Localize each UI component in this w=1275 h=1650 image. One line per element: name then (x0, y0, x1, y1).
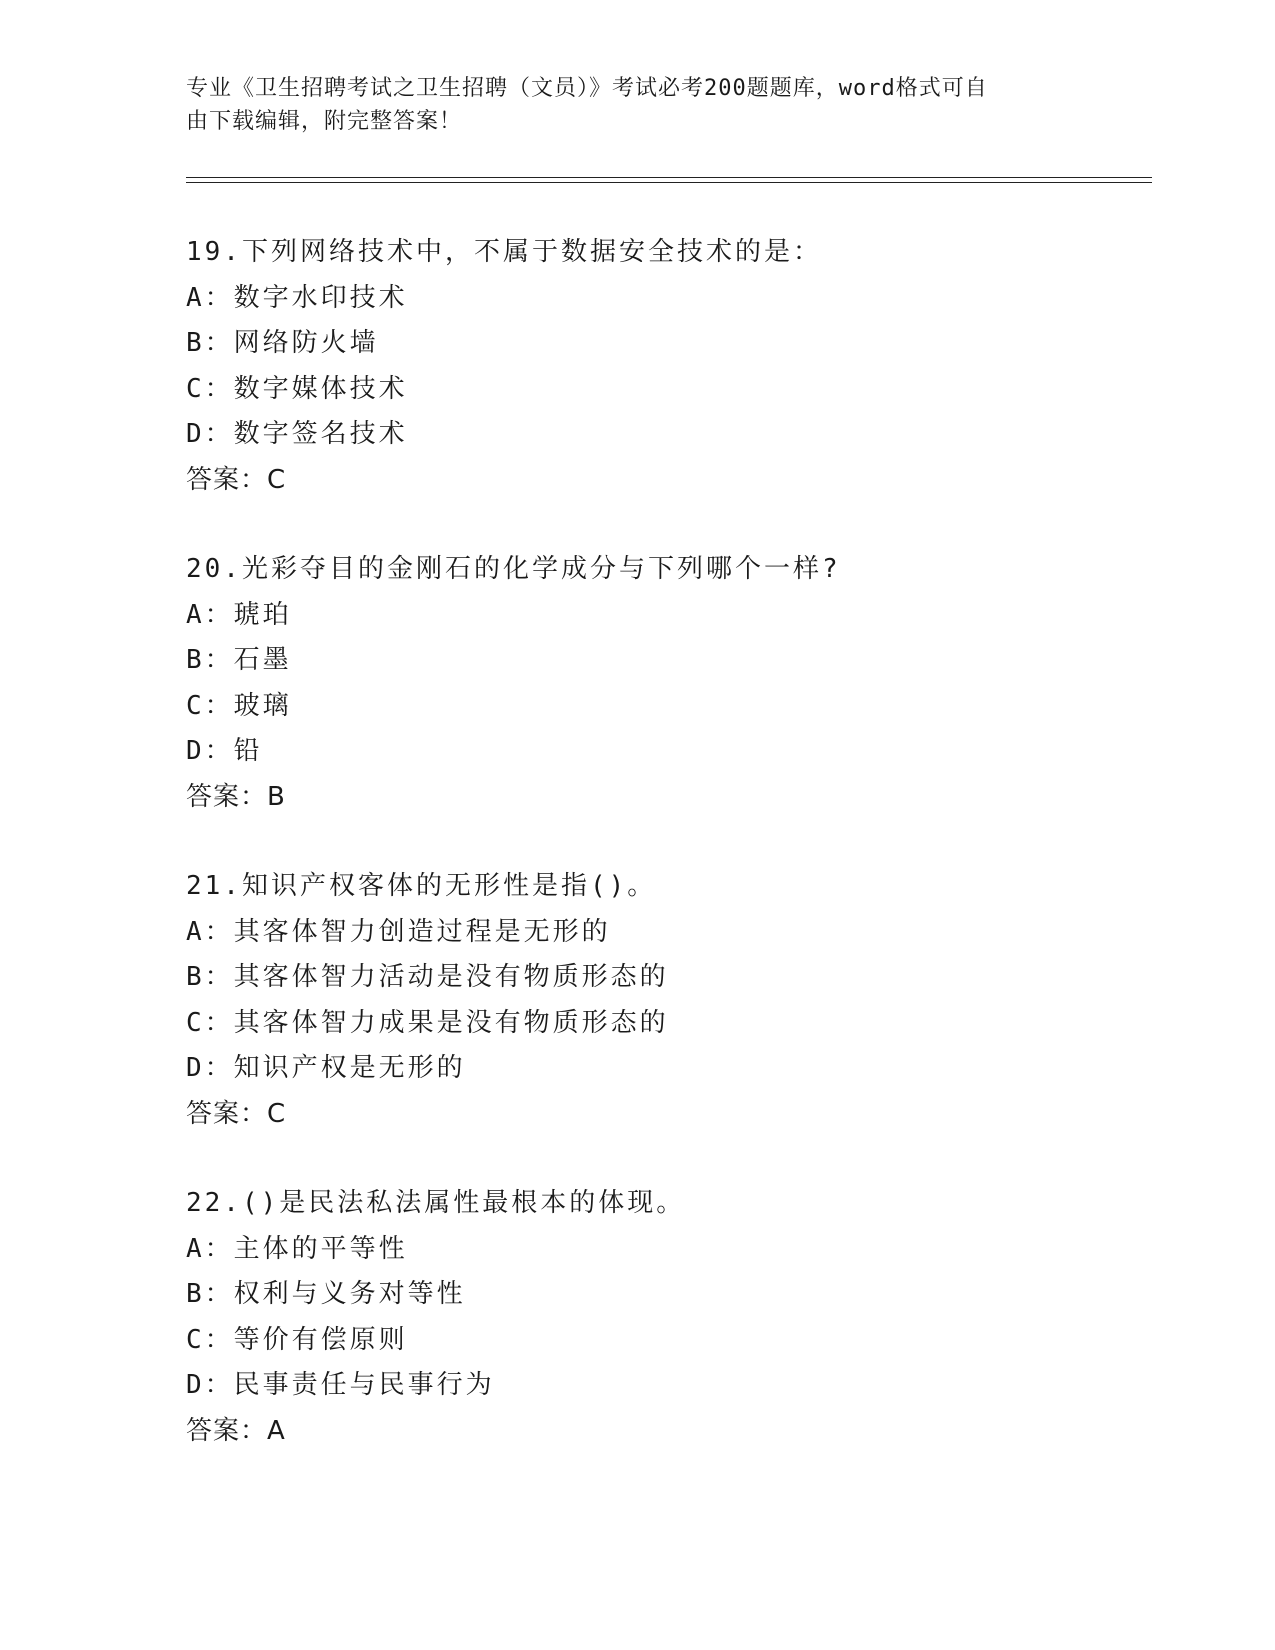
header-divider-bottom (186, 182, 1152, 183)
option-d: D：铅 (186, 736, 263, 766)
option-d: D：知识产权是无形的 (186, 1053, 466, 1083)
question-list (186, 230, 1146, 1498)
option-a: A：其客体智力创造过程是无形的 (186, 916, 611, 947)
option-c: C：其客体智力成果是没有物质形态的 (186, 1007, 669, 1038)
answer: 答案：C (186, 464, 287, 495)
header-line-2: 由下载编辑，附完整答案！ (186, 109, 463, 134)
question-20 (186, 547, 1146, 820)
option-b: B：其客体智力活动是没有物质形态的 (186, 962, 669, 992)
question-stem: 20.光彩夺目的金刚石的化学成分与下列哪个一样? (186, 554, 841, 584)
option-b: B：石墨 (186, 645, 292, 675)
header-divider-top (186, 177, 1152, 178)
question-stem: 21.知识产权客体的无形性是指()。 (186, 871, 657, 901)
option-d: D：数字签名技术 (186, 419, 408, 449)
option-c: C：等价有偿原则 (186, 1324, 408, 1355)
option-d: D：民事责任与民事行为 (186, 1370, 495, 1400)
option-a: A：主体的平等性 (186, 1233, 408, 1264)
question-21 (186, 864, 1146, 1137)
option-c: C：数字媒体技术 (186, 373, 408, 404)
document-header (186, 72, 1086, 138)
answer: 答案：C (186, 1098, 287, 1129)
option-a: A：数字水印技术 (186, 282, 408, 313)
question-19 (186, 230, 1146, 503)
question-22 (186, 1181, 1146, 1454)
option-b: B：网络防火墙 (186, 328, 379, 358)
question-stem: 19.下列网络技术中，不属于数据安全技术的是： (186, 237, 822, 267)
option-a: A：琥珀 (186, 599, 292, 630)
answer: 答案：A (186, 1415, 286, 1446)
header-line-1: 专业《卫生招聘考试之卫生招聘（文员）》考试必考200题题库，word格式可自 (186, 76, 988, 101)
answer: 答案：B (186, 781, 286, 812)
question-stem: 22.()是民法私法属性最根本的体现。 (186, 1188, 686, 1218)
option-b: B：权利与义务对等性 (186, 1279, 466, 1309)
option-c: C：玻璃 (186, 690, 292, 721)
